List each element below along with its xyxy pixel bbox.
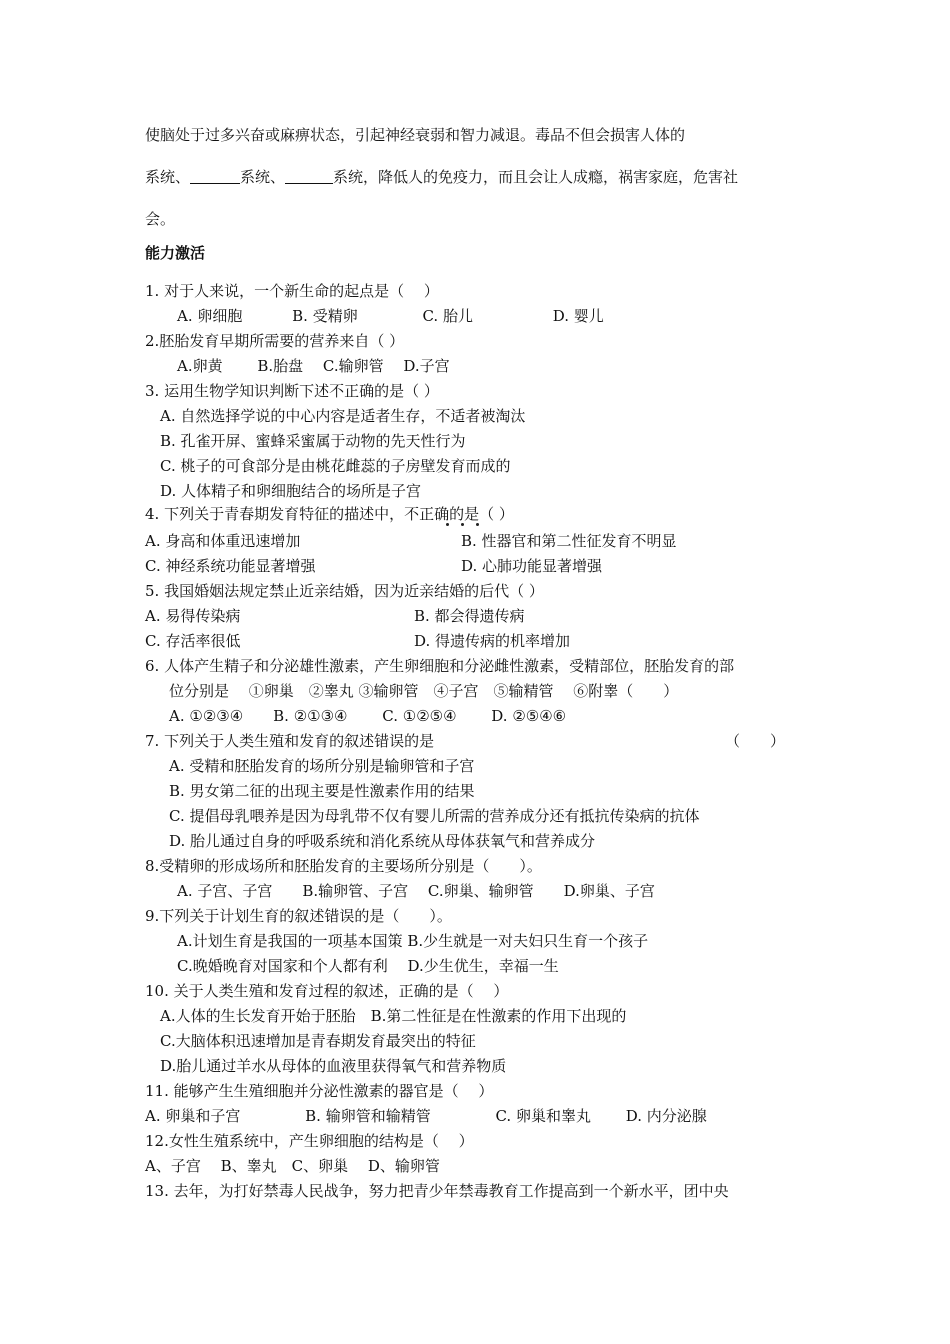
- intro-text-1: 使脑处于过多兴奋或麻痹状态，引起神经衰弱和智力减退。毒品不但会损害人体的: [145, 126, 686, 144]
- question-9-options-cd: C.晚婚晚育对国家和个人都有利 D.少生优生，幸福一生: [177, 957, 559, 975]
- question-12-options: A、子宫 B、睾丸 C、卵巢 D、输卵管: [145, 1157, 440, 1175]
- question-4-option-b: B. 性器官和第二性征发育不明显: [461, 532, 677, 550]
- question-7-option-b: B. 男女第二征的出现主要是性激素作用的结果: [169, 782, 475, 800]
- fill-blank-2: [285, 169, 333, 184]
- question-7-option-c: C. 提倡母乳喂养是因为母乳带不仅有婴儿所需的营养成分还有抵抗传染病的抗体: [169, 807, 700, 825]
- emphasis-dot: [461, 523, 464, 526]
- question-10-option-d: D.胎儿通过羊水从母体的血液里获得氧气和营养物质: [160, 1057, 507, 1075]
- intro-line-1: [145, 115, 815, 155]
- question-2: 2.胚胎发育早期所需要的营养来自（ ）: [145, 332, 405, 350]
- question-4: 4. 下列关于青春期发育特征的描述中，不正确的是（ ）: [145, 505, 514, 523]
- question-5-option-c: C. 存活率很低: [145, 632, 241, 650]
- question-3-option-a: A. 自然选择学说的中心内容是适者生存，不适者被淘汰: [160, 407, 526, 425]
- question-10-option-c: C.大脑体积迅速增加是青春期发育最突出的特征: [160, 1032, 476, 1050]
- emphasis-dot: [446, 523, 449, 526]
- question-10: 10. 关于人类生殖和发育过程的叙述，正确的是（ ）: [145, 982, 509, 1000]
- question-6-continued: 位分别是 ①卵巢 ②睾丸 ③输卵管 ④子宫 ⑤输精管 ⑥附睾（ ）: [169, 682, 679, 700]
- question-3-option-b: B. 孔雀开屏、蜜蜂采蜜属于动物的先天性行为: [160, 432, 466, 450]
- question-3-option-c: C. 桃子的可食部分是由桃花雌蕊的子房壁发育而成的: [160, 457, 511, 475]
- question-12: 12.女性生殖系统中，产生卵细胞的结构是（ ）: [145, 1132, 474, 1150]
- question-11: 11. 能够产生生殖细胞并分泌性激素的器官是（ ）: [145, 1082, 494, 1100]
- intro-text-2c: 系统，降低人的免疫力，而且会让人成瘾，祸害家庭，危害社: [333, 168, 739, 186]
- intro-line-3: [145, 199, 815, 239]
- question-3: 3. 运用生物学知识判断下述不正确的是（ ）: [145, 382, 439, 400]
- question-1-options: A. 卵细胞 B. 受精卵 C. 胎儿 D. 婴儿: [177, 307, 604, 325]
- intro-text-3: 会。: [145, 210, 176, 228]
- question-5-option-d: D. 得遗传病的机率增加: [414, 632, 571, 650]
- section-title: 能力激活: [145, 244, 206, 262]
- emphasis-dot: [476, 523, 479, 526]
- question-11-options: A. 卵巢和子宫 B. 输卵管和输精管 C. 卵巢和睾丸 D. 内分泌腺: [145, 1107, 707, 1125]
- question-10-options-ab: A.人体的生长发育开始于胚胎 B.第二性征是在性激素的作用下出现的: [160, 1007, 627, 1025]
- question-1: 1. 对于人来说，一个新生命的起点是（ ）: [145, 282, 439, 300]
- question-4-option-a: A. 身高和体重迅速增加: [145, 532, 301, 550]
- question-4-option-c: C. 神经系统功能显著增强: [145, 557, 316, 575]
- fill-blank-1: [190, 169, 240, 184]
- question-9: 9.下列关于计划生育的叙述错误的是（ ）。: [145, 907, 452, 925]
- intro-line-2: [145, 157, 815, 197]
- question-5-option-a: A. 易得传染病: [145, 607, 241, 625]
- question-8-options: A. 子宫、子宫 B.输卵管、子宫 C.卵巢、输卵管 D.卵巢、子宫: [177, 882, 655, 900]
- question-6: 6. 人体产生精子和分泌雄性激素，产生卵细胞和分泌雌性激素，受精部位，胚胎发育的部: [145, 657, 735, 675]
- question-7-option-d: D. 胎儿通过自身的呼吸系统和消化系统从母体获氧气和营养成分: [169, 832, 596, 850]
- intro-text-2b: 系统、: [240, 168, 286, 186]
- question-3-option-d: D. 人体精子和卵细胞结合的场所是子宫: [160, 482, 422, 500]
- question-9-options-ab: A.计划生育是我国的一项基本国策 B.少生就是一对夫妇只生育一个孩子: [177, 932, 649, 950]
- question-2-options: A.卵黄 B.胎盘 C.输卵管 D.子宫: [177, 357, 450, 375]
- question-5-option-b: B. 都会得遗传病: [414, 607, 525, 625]
- question-7-option-a: A. 受精和胚胎发育的场所分别是输卵管和子宫: [169, 757, 475, 775]
- question-4-option-d: D. 心肺功能显著增强: [461, 557, 603, 575]
- question-6-options: A. ①②③④ B. ②①③④ C. ①②⑤④ D. ②⑤④⑥: [169, 707, 567, 725]
- question-5: 5. 我国婚姻法规定禁止近亲结婚，因为近亲结婚的后代（ ）: [145, 582, 544, 600]
- question-13: 13. 去年，为打好禁毒人民战争，努力把青少年禁毒教育工作提高到一个新水平，团中央: [145, 1182, 729, 1200]
- intro-text-2a: 系统、: [145, 168, 191, 186]
- question-8: 8.受精卵的形成场所和胚胎发育的主要场所分别是（ ）。: [145, 857, 542, 875]
- question-7: 7. 下列关于人类生殖和发育的叙述错误的是: [145, 732, 435, 750]
- question-7-answer-paren: （ ）: [725, 732, 786, 750]
